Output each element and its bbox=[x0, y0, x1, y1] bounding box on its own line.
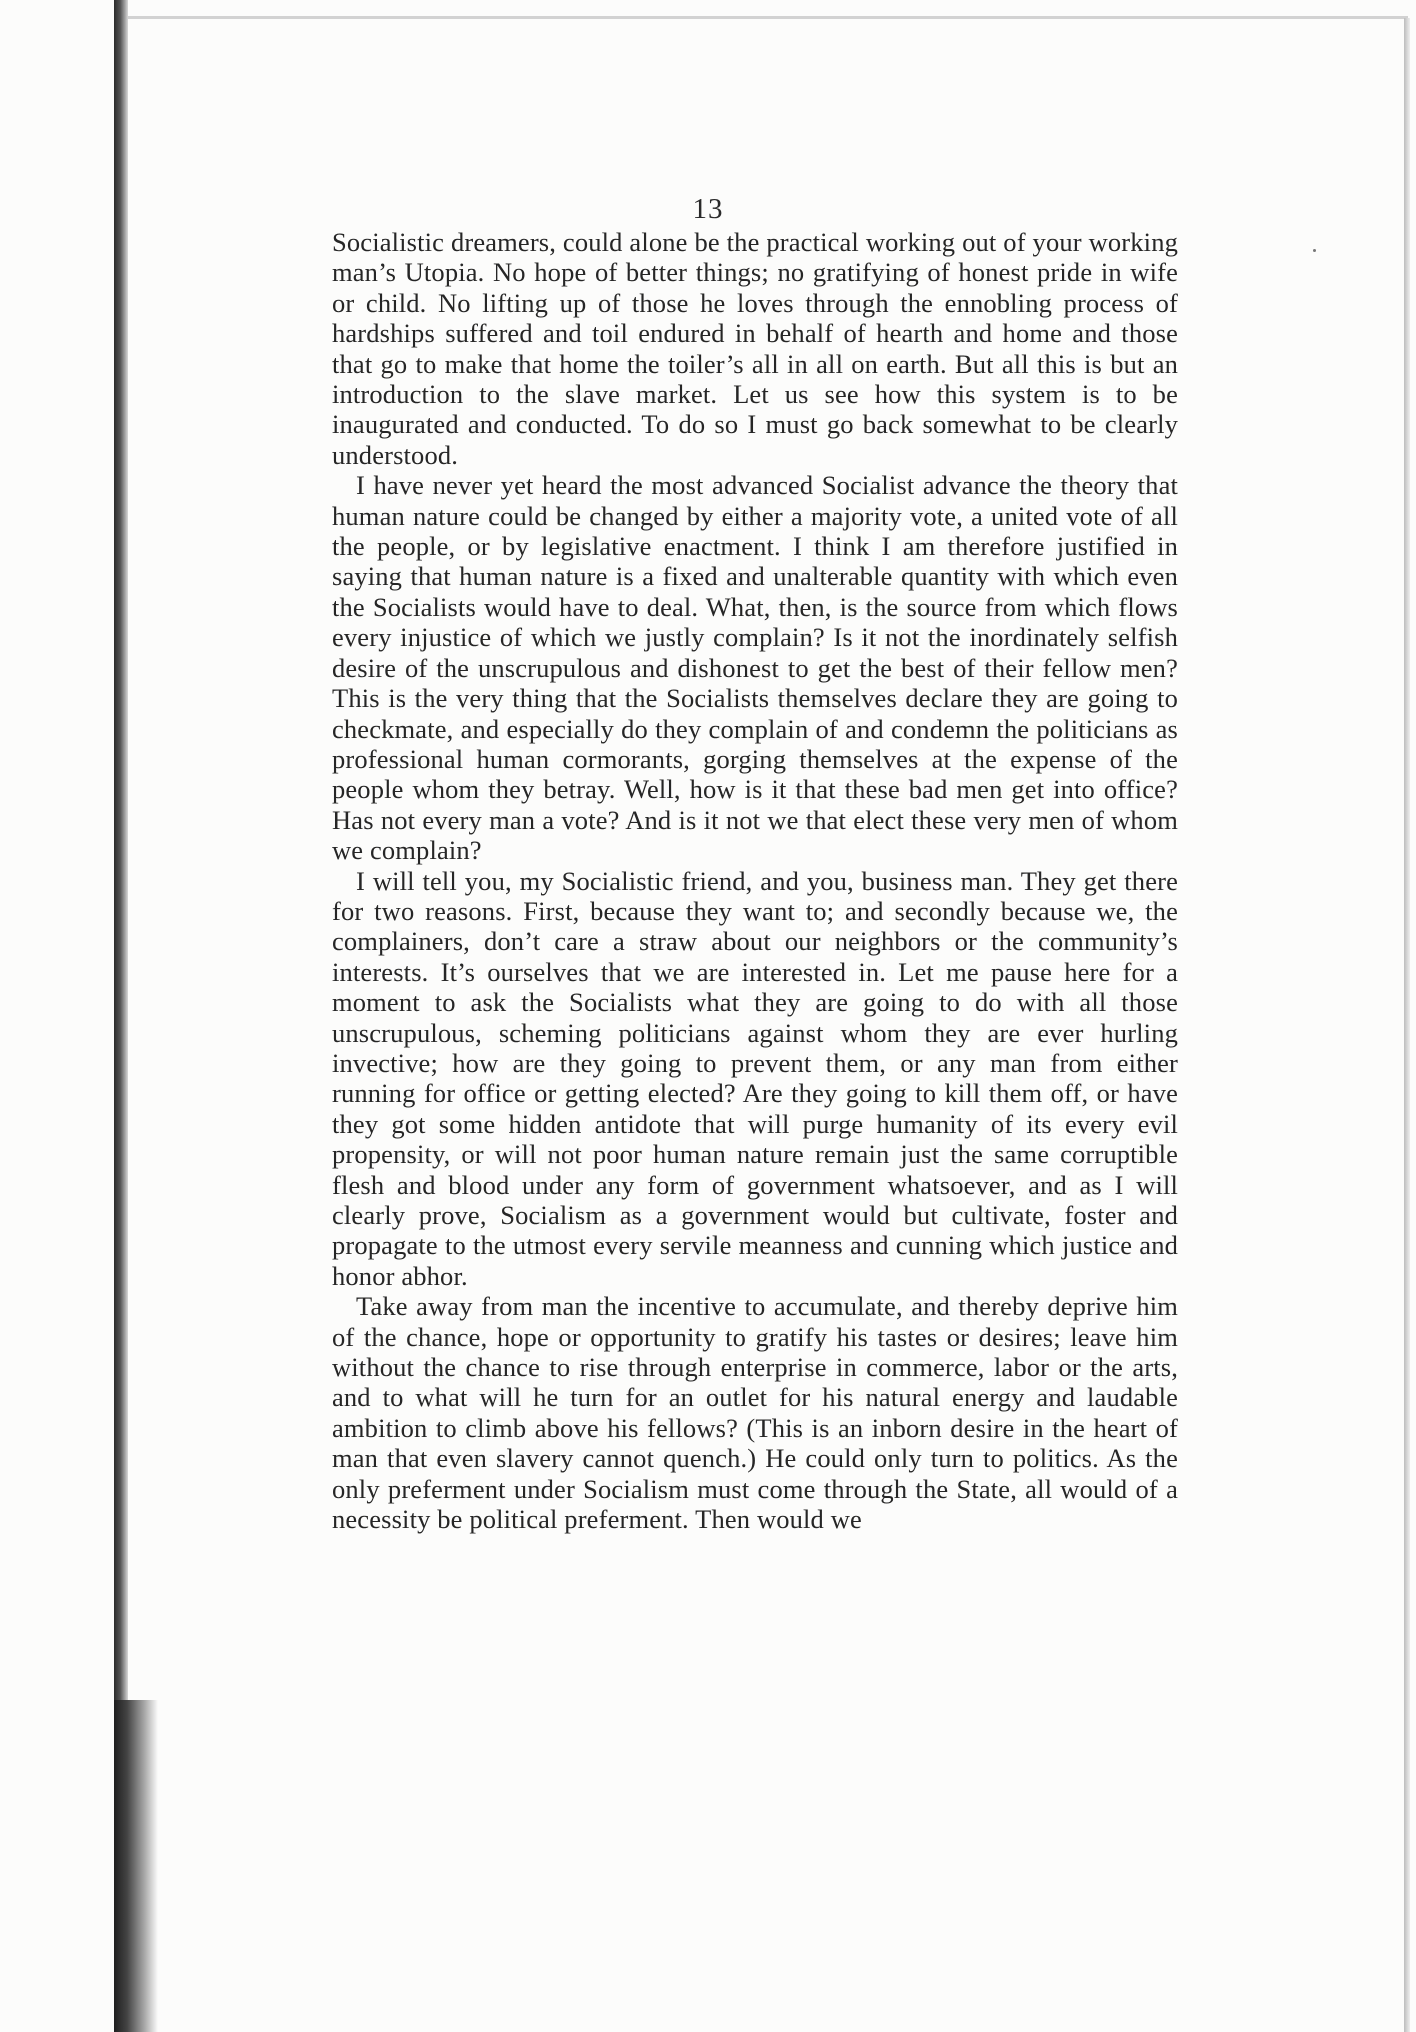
paragraph-3: I will tell you, my Socialistic friend, and you, business man. They get there for two reasons. First, because they want to; and secondly because we, the complainers, don’t care a straw about our neighbors or the community’s interests. It’s ourselves that we are interested in. Let me pause here for a moment to ask the Socialists what they are going to do with all those unscrupulous, scheming politicians against whom they are ever hurling invective; how are they going to prevent them, or any man from either running for office or getting elected? Are they going to kill them off, or have they got some hidden antidote that will purge humanity of its every evil propensity, or will not poor human nature remain just the same corruptible flesh and blood under any form of government whatsoever, and as I will clearly prove, Socialism as a government would but cultivate, foster and propagate to the utmost every servile meanness and cunning which justice and honor abhor. bbox=[332, 865, 1178, 1291]
text-body bbox=[332, 227, 1178, 1534]
paragraph-4: Take away from man the incentive to accumulate, and thereby deprive him of the chance, hope or opportunity to gratify his tastes or desires; leave him without the chance to rise through enterprise in commerce, labor or the arts, and to what will he turn for an outlet for his natural energy and laudable ambition to climb above his fellows? (This is an inborn desire in the heart of man that even slavery cannot quench.) He could only turn to politics. As the only preferment under Socialism must come through the State, all would of a necessity be political preferment. Then would we bbox=[332, 1291, 1178, 1535]
paragraph-2: I have never yet heard the most advanced Socialist advance the theory that human nature could be changed by either a majority vote, a united vote of all the people, or by legislative enactment. I think I am therefore justified in saying that human nature is a fixed and unalterable quantity with which even the Socialists would have to deal. What, then, is the source from which flows every injustice of which we justly complain? Is it not the inordinately selfish desire of the unscrupulous and dishonest to get the best of their fellow men? This is the very thing that the Socialists themselves declare they are going to checkmate, and especially do they complain of and condemn the politicians as professional human cormorants, gorging themselves at the expense of the people whom they betray. Well, how is it that these bad men get into office? Has not every man a vote? And is it not we that elect these very men of whom we complain? bbox=[332, 470, 1178, 866]
page-right-edge bbox=[1404, 18, 1410, 2032]
page-number: 13 bbox=[692, 193, 724, 225]
scan-speck bbox=[1313, 249, 1316, 252]
paragraph-1: Socialistic dreamers, could alone be the practical working out of your working man’s Utopia. No hope of better things; no gratifying of honest pride in wife or child. No lifting up of those he loves through the ennobling process of hardships suffered and toil endured in behalf of hearth and home and those that go to make that home the toiler’s all in all on earth. But all this is but an introduction to the slave market. Let us see how this system is to be inaugurated and conducted. To do so I must go back somewhat to be clearly understood. bbox=[332, 227, 1178, 470]
page-top-edge bbox=[128, 16, 1408, 19]
page-binding-shadow bbox=[114, 1700, 158, 2032]
